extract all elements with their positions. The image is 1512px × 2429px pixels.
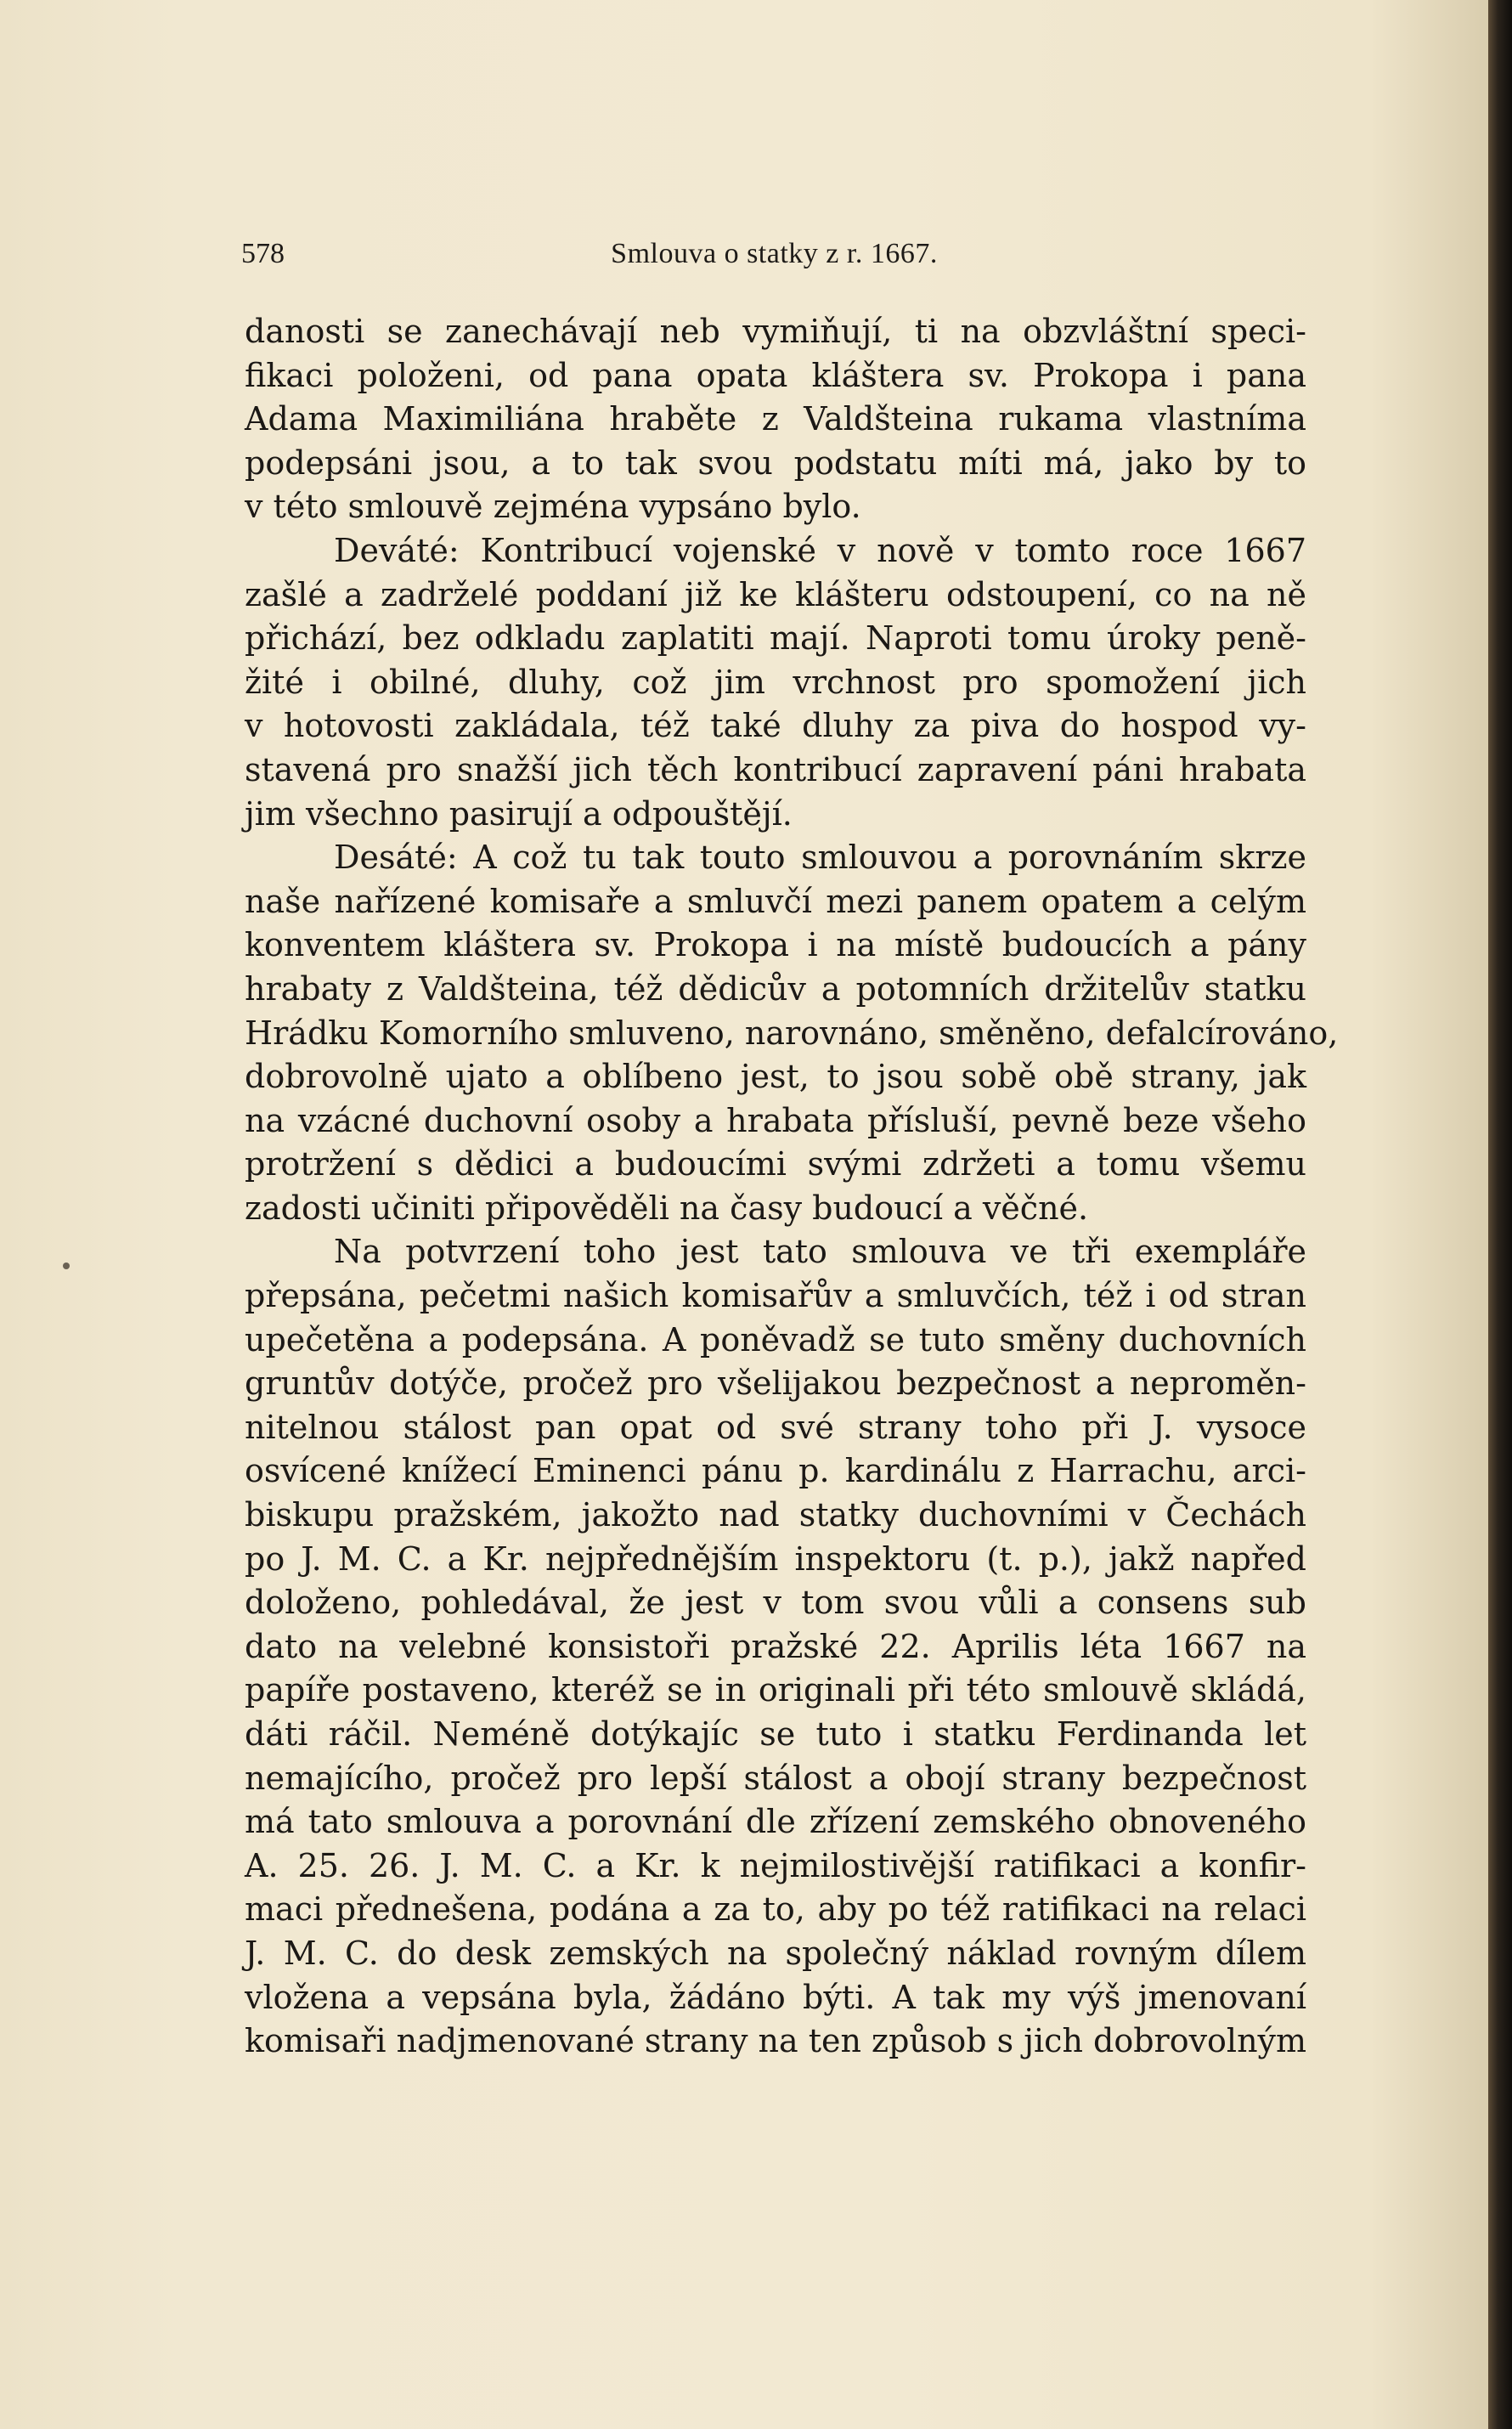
- text-line: nemajícího, pročež pro lepší stálost a obojí strany bezpečnost: [245, 1759, 1306, 1797]
- text-line: stavená pro snažší jich těch kontribucí zapravení páni hrabata: [245, 750, 1306, 788]
- text-line: osvícené knížecí Eminenci pánu p. kardinálu z Harrachu, arci-: [245, 1452, 1306, 1490]
- text-line: podepsáni jsou, a to tak svou podstatu míti má, jako by to: [245, 443, 1306, 482]
- text-line: J. M. C. do desk zemských na společný náklad rovným dílem: [245, 1934, 1306, 1972]
- text-line: maci přednešena, podána a za to, aby po též ratifikaci na relaci: [245, 1890, 1306, 1929]
- page-header: [241, 238, 1307, 279]
- text-line: v hotovosti zakládala, též také dluhy za piva do hospod vy-: [245, 707, 1306, 745]
- text-line: Na potvrzení toho jest tato smlouva ve tři exempláře: [334, 1233, 1306, 1271]
- text-line: jim všechno pasirují a odpouštějí.: [245, 794, 793, 833]
- text-line: Hrádku Komorního smluveno, narovnáno, směněno, defalcírováno,: [245, 1014, 1339, 1052]
- text-line: má tato smlouva a porovnání dle zřízení zemského obnoveného: [245, 1803, 1306, 1841]
- text-line: papíře postaveno, kteréž se in originali při této smlouvě skládá,: [245, 1671, 1306, 1709]
- text-line: danosti se zanechávají neb vymiňují, ti na obzvláštní speci-: [245, 313, 1306, 350]
- text-line: Desáté: A což tu tak touto smlouvou a porovnáním skrze: [334, 839, 1306, 877]
- text-line: gruntův dotýče, pročež pro všelijakou bezpečnost a neproměn-: [245, 1364, 1306, 1403]
- text-line: přichází, bez odkladu zaplatiti mají. Naproti tomu úroky peně-: [245, 619, 1306, 658]
- text-line: naše nařízené komisaře a smluvčí mezi panem opatem a celým: [245, 882, 1306, 920]
- text-line: dobrovolně ujato a oblíbeno jest, to jsou sobě obě strany, jak: [245, 1058, 1306, 1096]
- text-line: po J. M. C. a Kr. nejpřednějším inspektoru (t. p.), jakž napřed: [245, 1539, 1306, 1578]
- text-line: zašlé a zadrželé poddaní již ke klášteru odstoupení, co na ně: [245, 575, 1306, 613]
- text-line: fikaci položeni, od pana opata kláštera sv. Prokopa i pana: [245, 356, 1306, 394]
- running-title: Smlouva o statky z r. 1667.: [611, 238, 938, 269]
- text-line: žité i obilné, dluhy, což jim vrchnost pro spomožení jich: [245, 663, 1306, 701]
- margin-speck: [63, 1263, 70, 1269]
- book-spine-edge: [1488, 0, 1512, 2429]
- text-line: vložena a vepsána byla, žádáno býti. A tak my výš jmenovaní: [245, 1978, 1306, 2016]
- text-line: A. 25. 26. J. M. C. a Kr. k nejmilostivější ratifikaci a konfir-: [245, 1846, 1306, 1884]
- text-line: Deváté: Kontribucí vojenské v nově v tomto roce 1667: [334, 531, 1306, 569]
- body-text: [245, 310, 1339, 2064]
- text-line: konventem kláštera sv. Prokopa i na místě budoucích a pány: [245, 926, 1306, 964]
- text-line: protržení s dědici a budoucími svými zdržeti a tomu všemu: [245, 1145, 1306, 1183]
- text-line: doloženo, pohledával, že jest v tom svou vůli a consens sub: [245, 1584, 1306, 1622]
- text-line: hrabaty z Valdšteina, též dědicův a potomních držitelův statku: [245, 969, 1306, 1008]
- text-line: zadosti učiniti připověděli na časy budoucí a věčné.: [245, 1189, 1089, 1227]
- text-line: biskupu pražském, jakožto nad statky duchovními v Čechách: [245, 1496, 1306, 1534]
- text-line: nitelnou stálost pan opat od své strany toho při J. vysoce: [245, 1408, 1306, 1446]
- text-line: v této smlouvě zejména vypsáno bylo.: [245, 488, 861, 526]
- text-line: Adama Maximiliána hraběte z Valdšteina rukama vlastníma: [245, 400, 1306, 438]
- text-line: dato na velebné konsistoři pražské 22. Aprilis léta 1667 na: [245, 1627, 1306, 1665]
- text-line: dáti ráčil. Neméně dotýkajíc se tuto i statku Ferdinanda let: [245, 1715, 1306, 1753]
- text-line: upečetěna a podepsána. A poněvadž se tuto směny duchovních: [245, 1320, 1306, 1359]
- text-line: na vzácné duchovní osoby a hrabata přísluší, pevně beze všeho: [245, 1101, 1306, 1139]
- text-line: komisaři nadjmenované strany na ten způsob s jich dobrovolným: [245, 2022, 1307, 2060]
- text-line: přepsána, pečetmi našich komisařův a smluvčích, též i od stran: [245, 1277, 1306, 1315]
- page-number: 578: [241, 238, 285, 269]
